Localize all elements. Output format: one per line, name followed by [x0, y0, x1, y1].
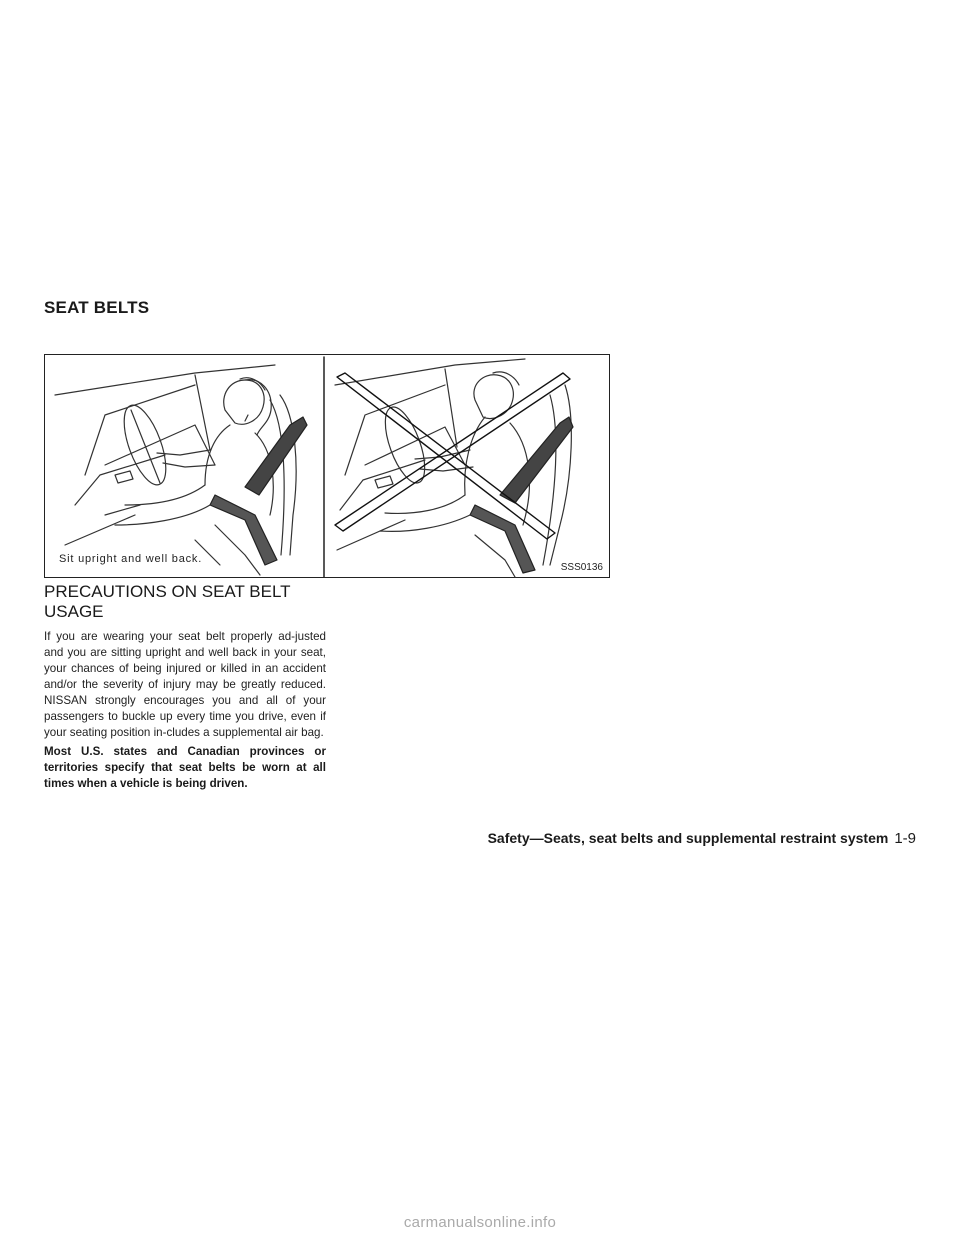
shoulder-belt: [245, 417, 307, 495]
watermark-link[interactable]: carmanualsonline.info: [403, 1214, 557, 1231]
figure-caption: Sit upright and well back.: [59, 553, 203, 565]
body-paragraph-2: Most U.S. states and Canadian provinces or territories specify that seat belts be worn at all times when a vehicle is being driven.: [44, 745, 326, 790]
shoulder-belt-incorrect: [500, 417, 573, 503]
seat-belt-illustration: [44, 354, 610, 578]
page-footer: [480, 830, 916, 847]
seat-belt-drawing: [45, 355, 611, 579]
body-paragraph-1: If you are wearing your seat belt properly ad-justed and you are sitting upright and well back in your seat, your chances of being injured or killed in an accident and/or the severity of injury may be greatly reduced. NISSAN strongly encourages you and all of your passengers to buckle up every time you drive, even if your seating position in-cludes a supplemental air bag.: [44, 630, 326, 739]
section-subheading: PRECAUTIONS ON SEAT BELT USAGE: [44, 582, 291, 621]
page-number: 1-9: [894, 830, 916, 847]
chapter-title: Safety—Seats, seat belts and supplemental restraint system: [487, 830, 889, 846]
section-title: SEAT BELTS: [44, 298, 150, 317]
figure-code: SSS0136: [560, 562, 603, 573]
